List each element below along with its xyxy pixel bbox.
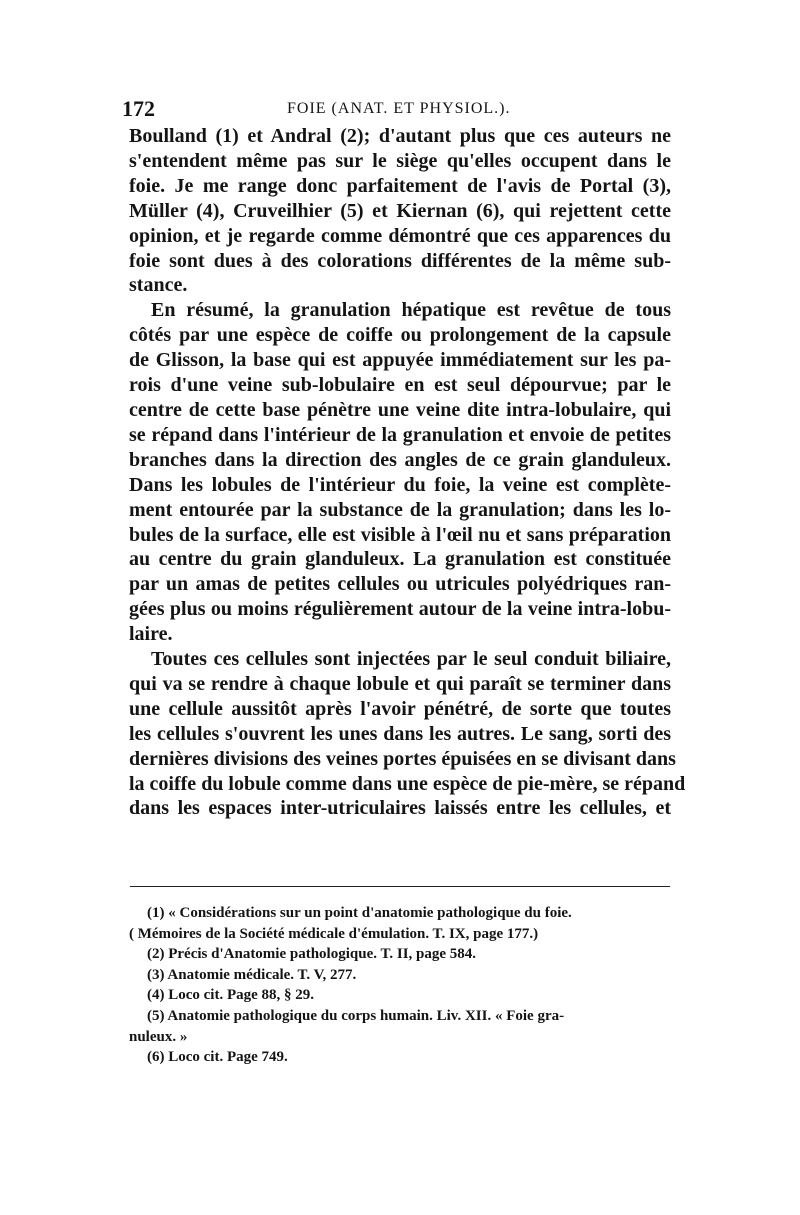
- text-line: foie. Je me range donc parfaitement de l'avis de Portal (3),: [129, 174, 671, 197]
- footnote: (5) Anatomie pathologique du corps humain. Liv. XII. « Foie gra-: [147, 1007, 565, 1024]
- text-line: s'entendent même pas sur le siège qu'elles occupent dans le: [129, 149, 671, 172]
- body-text: [129, 124, 686, 821]
- text-line: bules de la surface, elle est visible à l'œil nu et sans préparation: [129, 523, 671, 546]
- text-line: de Glisson, la base qui est appuyée immédiatement sur les pa-: [129, 349, 671, 372]
- footnote-divider: [130, 886, 670, 887]
- footnote: (3) Anatomie médicale. T. V, 277.: [147, 966, 357, 983]
- text-line: les cellules s'ouvrent les unes dans les autres. Le sang, sorti des: [129, 722, 671, 745]
- text-line: stance.: [129, 274, 188, 297]
- footnote: (2) Précis d'Anatomie pathologique. T. II, page 584.: [147, 946, 477, 963]
- text-line: foie sont dues à des colorations différentes de la même sub-: [129, 249, 671, 272]
- footnote: ( Mémoires de la Société médicale d'émulation. T. IX, page 177.): [129, 925, 539, 942]
- page-header: [122, 96, 672, 120]
- text-line: branches dans la direction des angles de ce grain glanduleux.: [129, 448, 671, 471]
- text-line: une cellule aussitôt après l'avoir pénétré, de sorte que toutes: [129, 697, 671, 720]
- text-line: se répand dans l'intérieur de la granulation et envoie de petites: [129, 423, 671, 446]
- text-line: Toutes ces cellules sont injectées par le seul conduit biliaire,: [151, 648, 671, 671]
- text-line: ment entourée par la substance de la granulation; dans les lo-: [129, 498, 671, 521]
- text-line: rois d'une veine sub-lobulaire en est seul dépourvue; par le: [129, 374, 671, 397]
- text-line: dernières divisions des veines portes épuisées en se divisant dans: [129, 747, 676, 770]
- text-line: opinion, et je regarde comme démontré que ces apparences du: [129, 224, 671, 247]
- footnote: (1) « Considérations sur un point d'anatomie pathologique du foie.: [147, 905, 572, 921]
- running-head: FOIE (ANAT. ET PHYSIOL.).: [287, 100, 511, 117]
- text-line: gées plus ou moins régulièrement autour de la veine intra-lobu-: [129, 598, 671, 621]
- text-line: la coiffe du lobule comme dans une espèce de pie-mère, se répand: [129, 772, 686, 795]
- text-line: côtés par une espèce de coiffe ou prolongement de la capsule: [129, 324, 671, 347]
- text-line: Dans les lobules de l'intérieur du foie, la veine est complète-: [129, 473, 671, 496]
- text-line: laire.: [129, 623, 173, 646]
- text-line: Müller (4), Cruveilhier (5) et Kiernan (6), qui rejettent cette: [129, 199, 671, 222]
- footnote: nuleux. »: [129, 1028, 188, 1045]
- footnote: (6) Loco cit. Page 749.: [147, 1049, 288, 1066]
- text-line: En résumé, la granulation hépatique est revêtue de tous: [151, 299, 671, 322]
- footnotes: [129, 903, 669, 1068]
- footnote: (4) Loco cit. Page 88, § 29.: [147, 987, 315, 1004]
- text-line: Boulland (1) et Andral (2); d'autant plus que ces auteurs ne: [129, 125, 671, 147]
- text-line: dans les espaces inter-utriculaires laissés entre les cellules, et: [129, 797, 671, 820]
- text-line: centre de cette base pénètre une veine dite intra-lobulaire, qui: [129, 398, 671, 421]
- page-number: 172: [122, 96, 155, 121]
- text-line: par un amas de petites cellules ou utricules polyédriques ran-: [129, 573, 671, 596]
- text-line: au centre du grain glanduleux. La granulation est constituée: [129, 548, 671, 571]
- text-line: qui va se rendre à chaque lobule et qui paraît se terminer dans: [129, 672, 671, 695]
